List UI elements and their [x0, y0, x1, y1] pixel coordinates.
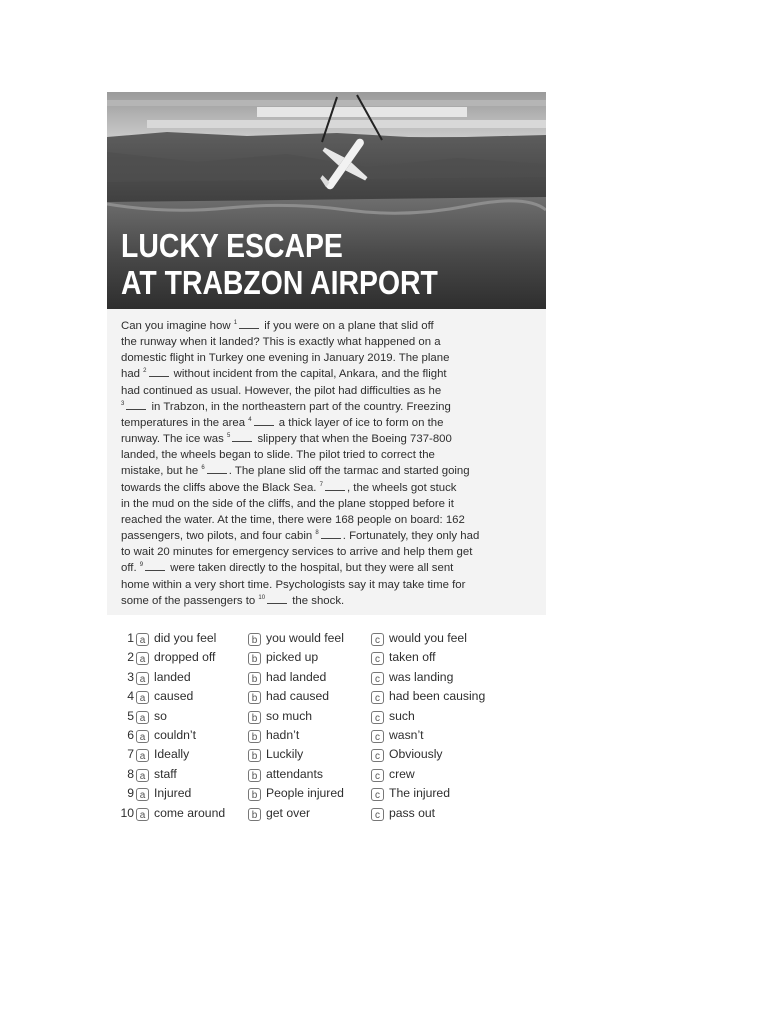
- option-c[interactable]: c The injured: [371, 786, 450, 801]
- option-c[interactable]: c wasn’t: [371, 728, 424, 743]
- option-letter-c: c: [371, 691, 384, 704]
- option-letter-a: a: [136, 691, 149, 704]
- option-a[interactable]: a come around: [136, 806, 225, 821]
- answer-gap: [149, 367, 169, 377]
- option-b[interactable]: b had landed: [248, 670, 326, 685]
- option-row-10: [112, 805, 512, 824]
- answer-gap: [145, 561, 165, 571]
- option-b[interactable]: b you would feel: [248, 631, 344, 646]
- gap-number: 3: [121, 400, 125, 407]
- option-letter-b: b: [248, 691, 261, 704]
- option-b[interactable]: b get over: [248, 806, 310, 821]
- question-number: 3: [127, 669, 134, 684]
- option-row-8: [112, 766, 512, 785]
- option-a[interactable]: a caused: [136, 689, 193, 704]
- option-c[interactable]: c pass out: [371, 806, 435, 821]
- gap-number: 7: [319, 481, 323, 488]
- option-row-1: [112, 630, 512, 649]
- option-row-4: [112, 688, 512, 707]
- option-letter-c: c: [371, 808, 384, 821]
- gap-number: 5: [226, 433, 231, 440]
- option-a[interactable]: a Injured: [136, 786, 191, 801]
- option-a[interactable]: a landed: [136, 670, 191, 685]
- option-letter-a: a: [136, 730, 149, 743]
- option-letter-c: c: [371, 769, 384, 782]
- option-c[interactable]: c such: [371, 709, 415, 724]
- answer-gap: [325, 481, 345, 491]
- option-c[interactable]: c would you feel: [371, 631, 467, 646]
- option-letter-b: b: [248, 672, 261, 685]
- gap-number: 2: [143, 368, 147, 375]
- option-row-3: [112, 669, 512, 688]
- option-a[interactable]: a dropped off: [136, 650, 215, 665]
- gap-number: 8: [315, 530, 319, 537]
- option-c[interactable]: c Obviously: [371, 747, 443, 762]
- option-c[interactable]: c was landing: [371, 670, 453, 685]
- gap-number: 9: [139, 562, 144, 569]
- option-letter-a: a: [136, 749, 149, 762]
- answer-gap: [126, 400, 146, 410]
- answer-gap: [321, 529, 341, 539]
- option-letter-b: b: [248, 730, 261, 743]
- question-number: 4: [127, 689, 134, 704]
- option-a[interactable]: a couldn’t: [136, 728, 196, 743]
- answer-gap: [254, 416, 274, 426]
- option-letter-b: b: [248, 808, 261, 821]
- gap-number: 6: [201, 465, 205, 472]
- option-a[interactable]: a Ideally: [136, 747, 189, 762]
- option-b[interactable]: b People injured: [248, 786, 344, 801]
- option-letter-a: a: [136, 788, 149, 801]
- question-number: 7: [127, 747, 134, 762]
- option-letter-c: c: [371, 788, 384, 801]
- option-letter-c: c: [371, 730, 384, 743]
- option-row-5: [112, 708, 512, 727]
- option-c[interactable]: c crew: [371, 767, 415, 782]
- option-letter-b: b: [248, 749, 261, 762]
- question-number: 1: [127, 631, 134, 645]
- option-row-6: [112, 727, 512, 746]
- option-row-9: [112, 785, 512, 804]
- question-number: 2: [127, 650, 134, 665]
- option-letter-b: b: [248, 652, 261, 665]
- option-letter-c: c: [371, 711, 384, 724]
- option-b[interactable]: b hadn’t: [248, 728, 299, 743]
- headline-line-1: LUCKY ESCAPE: [121, 227, 343, 264]
- option-letter-b: b: [248, 769, 261, 782]
- multiple-choice-options: [112, 630, 512, 824]
- headline-line-2: AT TRABZON AIRPORT: [121, 264, 438, 301]
- option-letter-b: b: [248, 633, 261, 646]
- option-letter-a: a: [136, 652, 149, 665]
- question-number: 6: [127, 727, 134, 742]
- gap-number: 4: [248, 417, 252, 424]
- option-b[interactable]: b attendants: [248, 767, 323, 782]
- option-letter-c: c: [371, 672, 384, 685]
- option-letter-b: b: [248, 711, 261, 724]
- option-c[interactable]: c had been causing: [371, 689, 485, 704]
- gap-number: 10: [258, 594, 266, 601]
- article-text-box: [107, 309, 546, 615]
- option-c[interactable]: c taken off: [371, 650, 436, 665]
- option-b[interactable]: b had caused: [248, 689, 329, 704]
- option-a[interactable]: a so: [136, 709, 167, 724]
- option-a[interactable]: a did you feel: [136, 631, 216, 646]
- answer-gap: [239, 319, 259, 329]
- option-letter-a: a: [136, 633, 149, 646]
- option-letter-a: a: [136, 769, 149, 782]
- option-b[interactable]: b Luckily: [248, 747, 303, 762]
- option-letter-c: c: [371, 633, 384, 646]
- answer-gap: [207, 464, 227, 474]
- article-paragraph: Can you imagine how $^1$ if you were on a plane that slid off the runway when it landed? This is exactly what happened on a domestic flight in Turkey one evening in January 2019. The plane had $^2$ without incident from the capital, Ankara, and the flight had continued as usual. However, the pilot had difficulties as he $^3$ in Trabzon, in the northeastern part of the country. Freezing temperatures in the area $^4$ a thick layer of ice to form on the runway. The ice was $^5$ slippery that when the Boeing 737-800 landed, the wheels began to slide. The pilot tried to correct the mistake, but he $^6$ . The plane slid off the tarmac and started going towards the cliffs above the Black Sea. $^7$ , the wheels got stuck in the mud on the side of the cliffs, and the plane stopped before it reached the water. At the time, there were 168 people on board: 162 passengers, two pilots, and four cabin $^8$ . Fortunately, they only had to wait 20 minutes for emergency services to arrive and help them get off. $^9$ were taken directly to the hospital, but they were all sent home within a very short time. Psychologists say it may take time for some of the passengers to $^{10}$ the shock.: [121, 320, 480, 607]
- question-number: 9: [127, 786, 134, 801]
- gap-number: 1: [233, 320, 238, 327]
- option-letter-a: a: [136, 672, 149, 685]
- option-b[interactable]: b so much: [248, 709, 312, 724]
- option-a[interactable]: a staff: [136, 767, 177, 782]
- answer-gap: [232, 432, 252, 442]
- option-letter-a: a: [136, 808, 149, 821]
- option-letter-b: b: [248, 788, 261, 801]
- question-number: 8: [127, 766, 134, 781]
- option-b[interactable]: b picked up: [248, 650, 318, 665]
- option-row-2: [112, 649, 512, 668]
- article-headline: [121, 227, 438, 301]
- option-letter-a: a: [136, 711, 149, 724]
- option-letter-c: c: [371, 749, 384, 762]
- question-number: 10: [120, 805, 134, 820]
- question-number: 5: [127, 708, 134, 723]
- answer-gap: [267, 594, 287, 604]
- option-letter-c: c: [371, 652, 384, 665]
- option-row-7: [112, 746, 512, 765]
- article-photo: [107, 92, 546, 309]
